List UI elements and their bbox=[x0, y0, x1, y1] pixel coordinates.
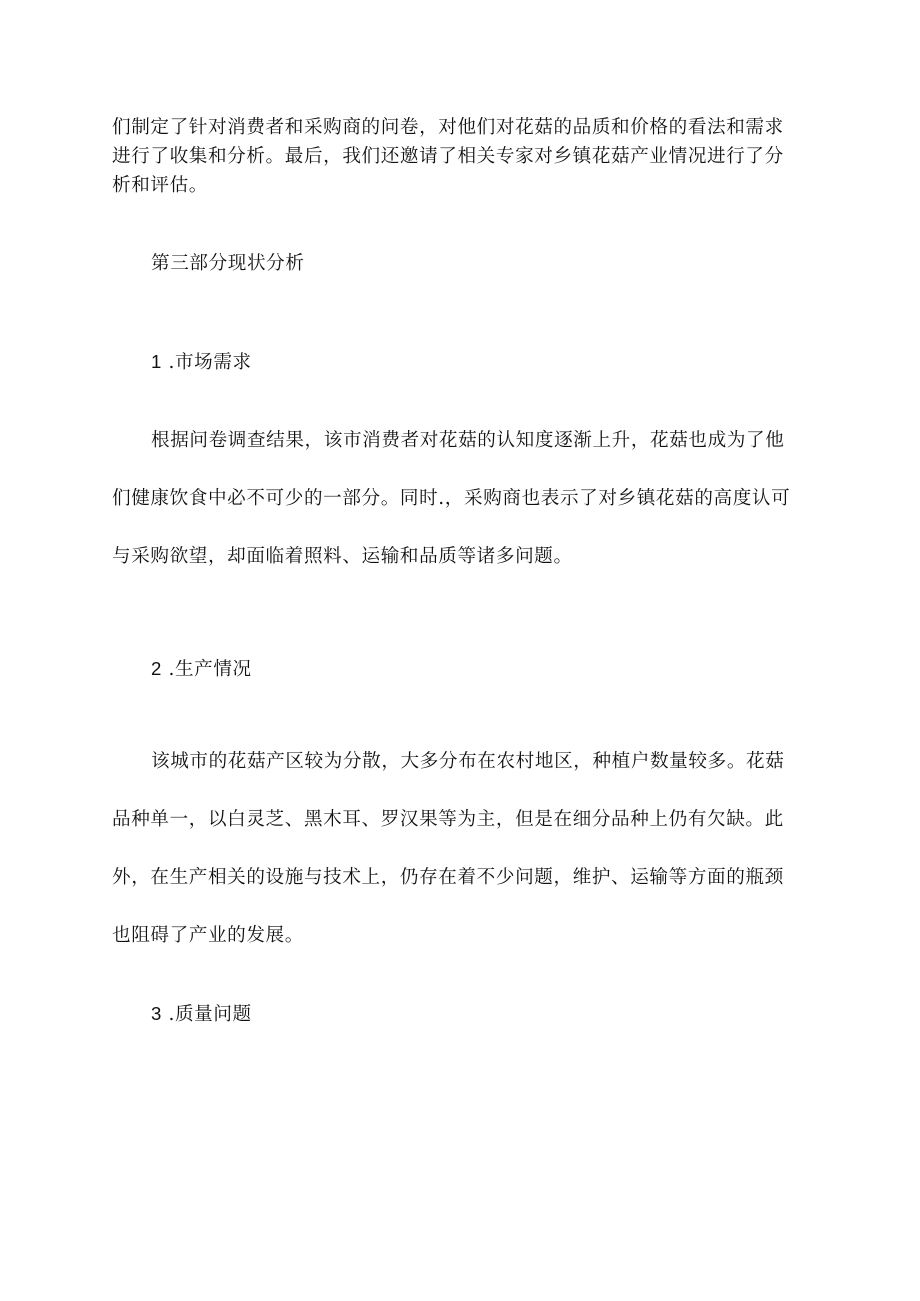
paragraph-line: 根据问卷调查结果，该市消费者对花菇的认知度逐渐上升，花菇也成为了他 bbox=[151, 430, 785, 451]
section-heading-production bbox=[151, 657, 252, 682]
section-number: 2 bbox=[151, 658, 162, 679]
paragraph-line: 该城市的花菇产区较为分散，大多分布在农村地区，种植户数量较多。花菇 bbox=[151, 751, 785, 772]
intro-line: 进行了收集和分析。最后，我们还邀请了相关专家对乡镇花菇产业情况进行了分 bbox=[112, 146, 784, 167]
section-number: 3 bbox=[151, 1003, 162, 1024]
section-heading-quality bbox=[151, 1002, 252, 1027]
paragraph-line: 与采购欲望，却面临着照料、运输和品质等诸多问题。 bbox=[112, 546, 573, 567]
intro-line: 析和评估。 bbox=[112, 175, 208, 196]
intro-line: 们制定了针对消费者和采购商的问卷，对他们对花菇的品质和价格的看法和需求 bbox=[112, 117, 784, 138]
paragraph-line: 们健康饮食中必不可少的一部分。同时.，采购商也表示了对乡镇花菇的高度认可 bbox=[112, 488, 791, 509]
production-paragraph bbox=[112, 733, 818, 965]
paragraph-line: 品种单一，以白灵芝、黑木耳、罗汉果等为主，但是在细分品种上仍有欠缺。此 bbox=[112, 809, 784, 830]
section-number: 1 bbox=[151, 351, 162, 372]
section-title: .生产情况 bbox=[168, 659, 252, 680]
part-heading: 第三部分现状分析 bbox=[151, 253, 305, 274]
section-title: .质量问题 bbox=[168, 1004, 252, 1025]
intro-paragraph bbox=[112, 113, 818, 200]
section-heading-market-demand bbox=[151, 350, 252, 375]
market-demand-paragraph bbox=[112, 412, 818, 586]
paragraph-line: 外，在生产相关的设施与技术上，仍存在着不少问题，维护、运输等方面的瓶颈 bbox=[112, 867, 784, 888]
paragraph-line: 也阻碍了产业的发展。 bbox=[112, 925, 304, 946]
section-title: .市场需求 bbox=[168, 352, 252, 373]
